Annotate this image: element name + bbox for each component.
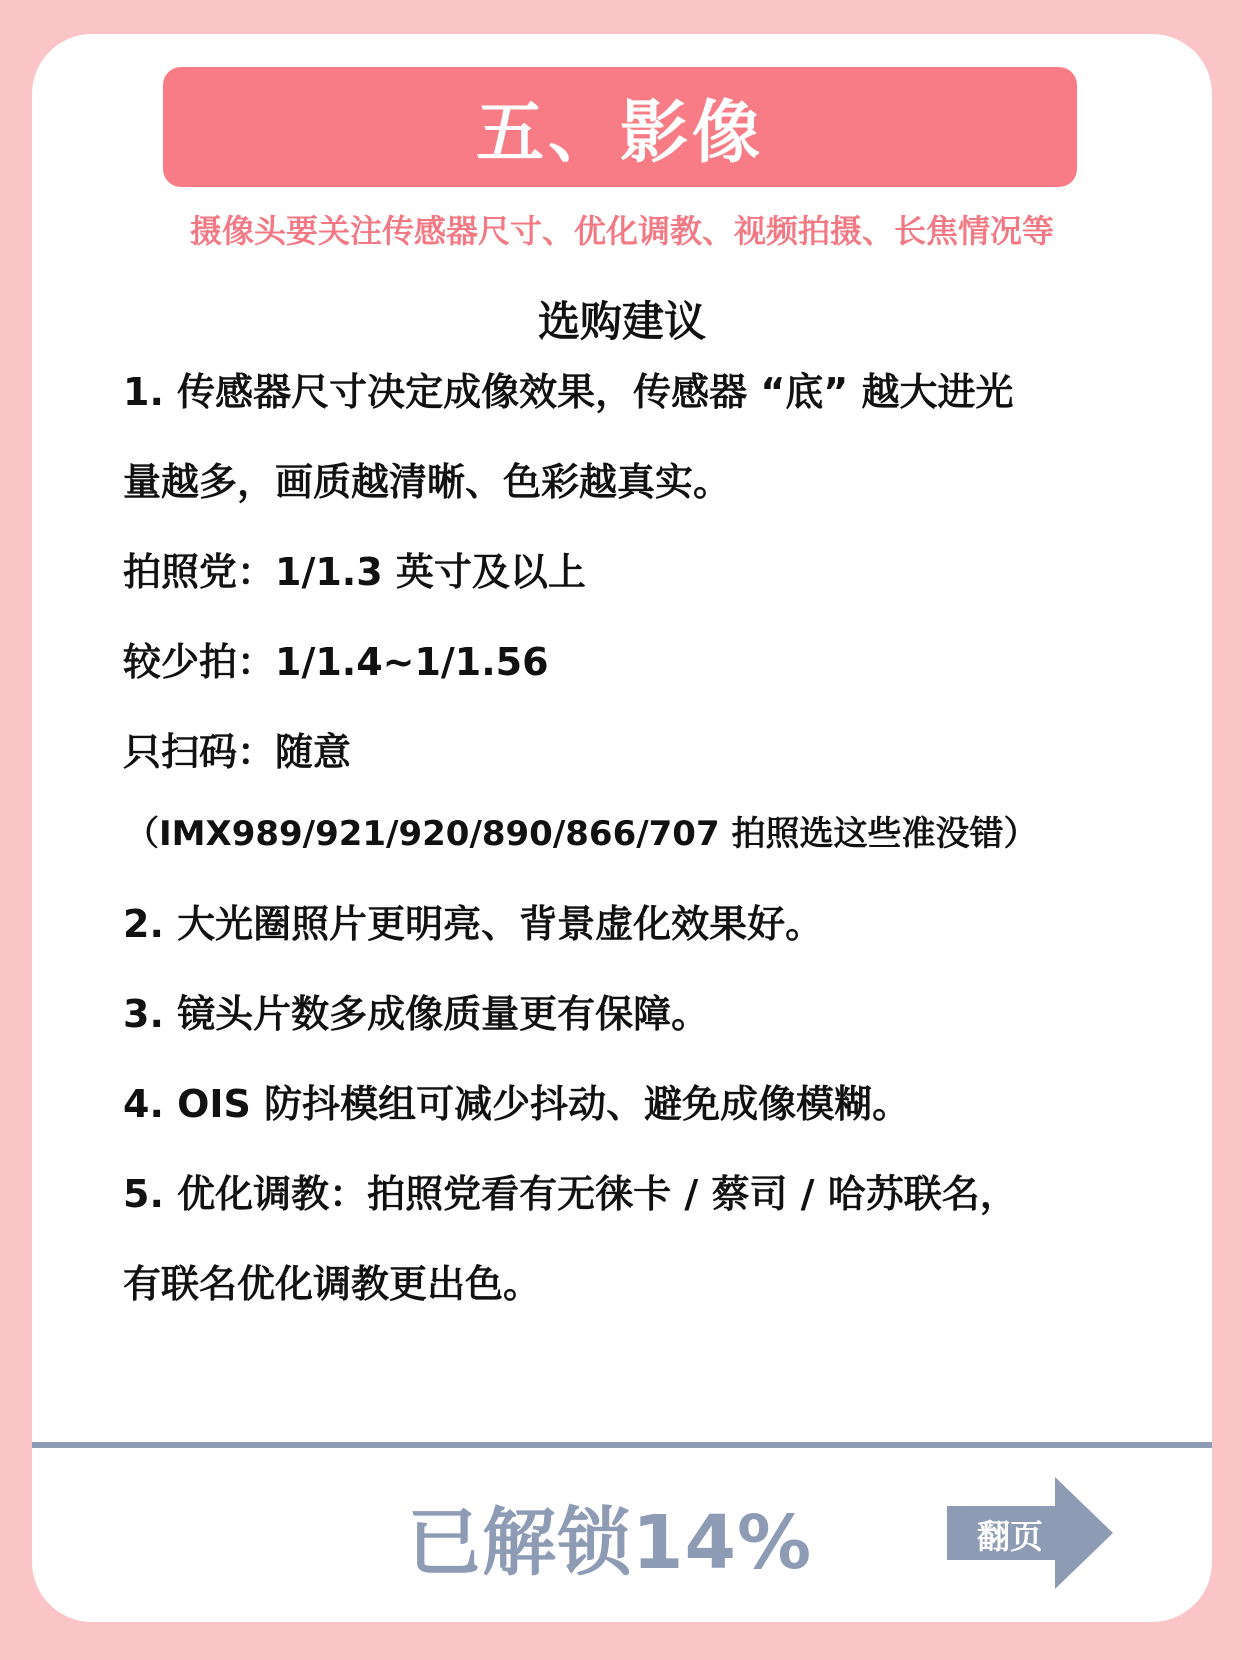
page-title: 五、影像 [475, 93, 764, 173]
advice-line-aperture: 2. 大光圈照片更明亮、背景虚化效果好。 [123, 902, 824, 946]
page-subtitle: 摄像头要关注传感器尺寸、优化调教、视频拍摄、长焦情况等 [189, 212, 1054, 250]
section-heading: 选购建议 [537, 297, 706, 346]
advice-line-tuning-2: 有联名优化调教更出色。 [123, 1262, 542, 1306]
progress-text: 已解锁14% [407, 1500, 813, 1586]
advice-line-sensor-models: （IMX989/921/920/890/866/707 拍照选这些准没错） [125, 814, 1038, 854]
content-card [32, 34, 1212, 1622]
advice-line-photographer: 拍照党：1/1.3 英寸及以上 [123, 550, 586, 594]
next-page-label: 翻页 [977, 1517, 1043, 1556]
title-banner [163, 67, 1077, 187]
advice-line-lens-elements: 3. 镜头片数多成像质量更有保障。 [123, 992, 710, 1036]
advice-line-casual: 较少拍：1/1.4~1/1.56 [123, 640, 549, 684]
advice-line-ois: 4. OIS 防抖模组可减少抖动、避免成像模糊。 [123, 1082, 911, 1126]
advice-line-tuning-1: 5. 优化调教：拍照党看有无徕卡 / 蔡司 / 哈苏联名， [123, 1172, 1018, 1216]
advice-line-scan-only: 只扫码：随意 [123, 730, 352, 774]
next-page-button[interactable] [947, 1477, 1113, 1589]
advice-line-sensor-1: 1. 传感器尺寸决定成像效果，传感器 “底” 越大进光 [123, 370, 1014, 414]
footer-divider [32, 1442, 1212, 1448]
advice-line-sensor-2: 量越多，画质越清晰、色彩越真实。 [123, 460, 732, 504]
